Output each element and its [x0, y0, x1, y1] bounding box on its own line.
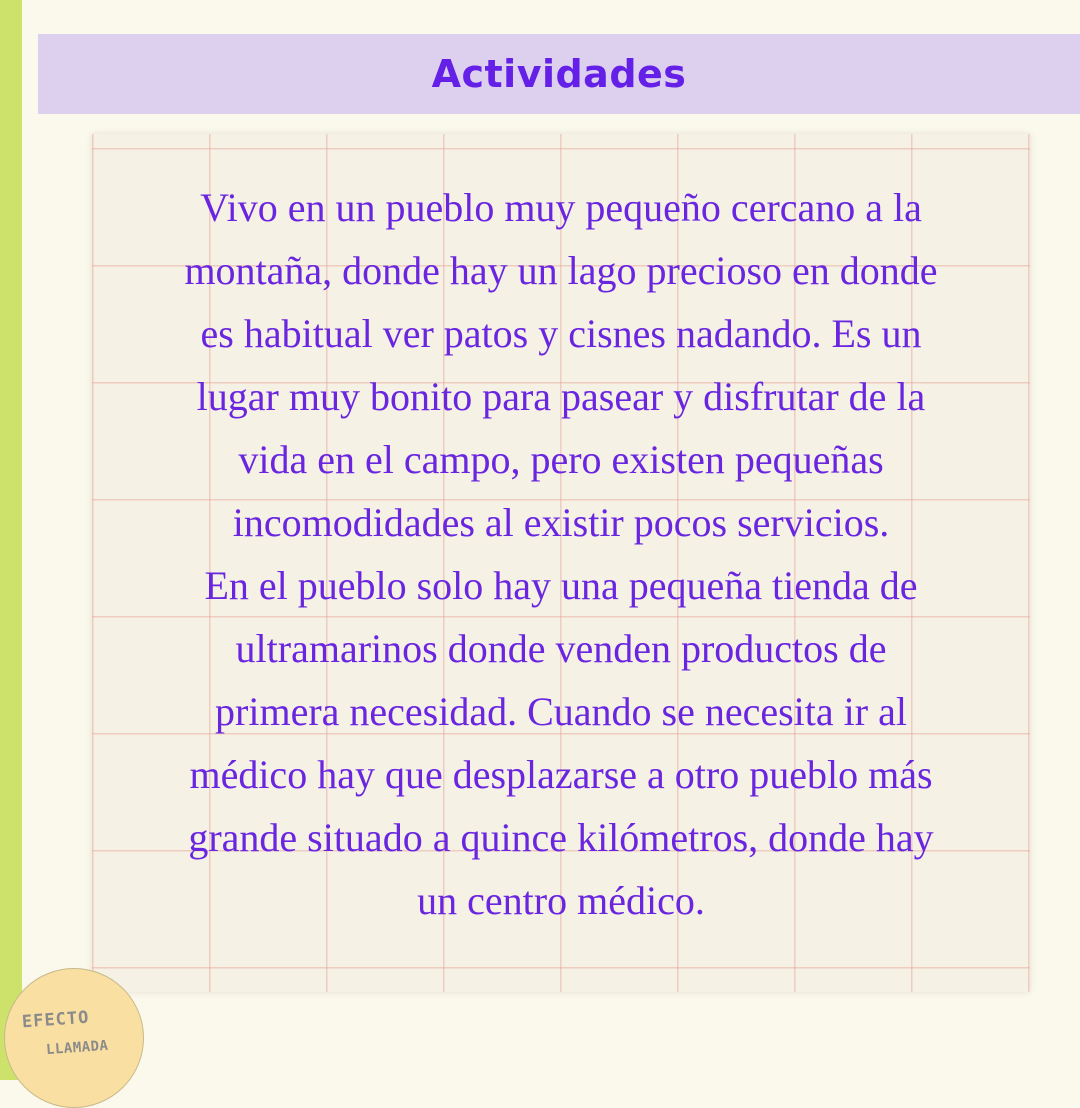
grid-paper-card — [92, 134, 1030, 992]
title-bar — [38, 34, 1080, 114]
paragraph-village: Vivo en un pueblo muy pequeño cercano a la montaña, donde hay un lago precioso en donde es habitual ver patos y cisnes nadando. Es un lugar muy bonito para pasear y disfrutar de la vida en el campo, pero existen pequeñas incomodidades al existir pocos servicios. — [184, 185, 938, 545]
efecto-llamada-logo — [4, 968, 144, 1108]
page-title: Actividades — [431, 52, 687, 96]
body-text — [92, 176, 1030, 932]
logo-text-line2: LLAMADA — [45, 1037, 109, 1059]
logo-text-line1: EFECTO — [21, 1007, 91, 1033]
left-accent-stripe — [0, 0, 22, 1080]
paragraph-services: En el pueblo solo hay una pequeña tienda de ultramarinos donde venden productos de primera necesidad. Cuando se necesita ir al médico hay que desplazarse a otro pueblo más grande situado a quince kilómetros, donde hay un centro médico. — [188, 563, 934, 923]
